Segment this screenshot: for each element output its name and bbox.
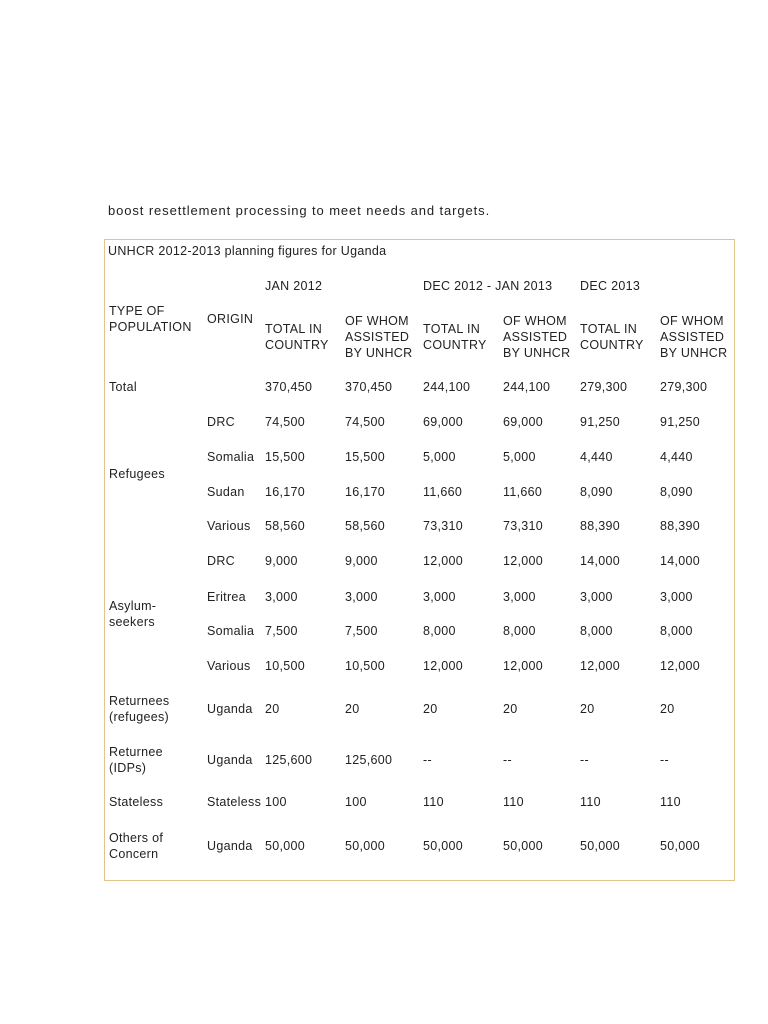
value-cell: 12,000 — [423, 554, 464, 568]
value-cell: 12,000 — [503, 659, 544, 673]
value-cell: 100 — [265, 795, 287, 809]
planning-figures-table — [104, 239, 735, 881]
value-cell: -- — [580, 753, 589, 767]
origin-cell: Stateless — [207, 795, 262, 809]
type-of-population-header: TYPE OF — [109, 304, 165, 318]
value-cell: 110 — [503, 795, 524, 809]
value-cell: 110 — [423, 795, 444, 809]
value-cell: 244,100 — [423, 380, 471, 394]
value-cell: 7,500 — [265, 624, 298, 638]
population-type-label: Concern — [109, 847, 159, 861]
origin-cell: Uganda — [207, 753, 253, 767]
assisted-by-unhcr-header: ASSISTED — [660, 330, 725, 344]
value-cell: 8,000 — [503, 624, 536, 638]
value-cell: 5,000 — [423, 450, 456, 464]
value-cell: 91,250 — [580, 415, 621, 429]
origin-cell: Various — [207, 519, 251, 533]
population-type-label: (refugees) — [109, 710, 169, 724]
value-cell: 91,250 — [660, 415, 701, 429]
value-cell: 3,000 — [265, 590, 298, 604]
origin-cell: DRC — [207, 554, 235, 568]
value-cell: 8,090 — [660, 485, 693, 499]
value-cell: 8,000 — [423, 624, 456, 638]
value-cell: 50,000 — [423, 839, 464, 853]
value-cell: 15,500 — [265, 450, 306, 464]
assisted-by-unhcr-header: OF WHOM — [503, 314, 567, 328]
value-cell: 5,000 — [503, 450, 536, 464]
value-cell: 10,500 — [345, 659, 386, 673]
value-cell: 50,000 — [345, 839, 386, 853]
value-cell: 370,450 — [345, 380, 393, 394]
value-cell: 14,000 — [660, 554, 701, 568]
value-cell: 4,440 — [580, 450, 613, 464]
value-cell: 69,000 — [423, 415, 464, 429]
value-cell: 15,500 — [345, 450, 386, 464]
value-cell: 14,000 — [580, 554, 621, 568]
assisted-by-unhcr-header: ASSISTED — [345, 330, 410, 344]
value-cell: 3,000 — [580, 590, 613, 604]
value-cell: 20 — [660, 702, 675, 716]
value-cell: 69,000 — [503, 415, 544, 429]
assisted-by-unhcr-header: ASSISTED — [503, 330, 568, 344]
value-cell: 3,000 — [503, 590, 536, 604]
value-cell: 88,390 — [580, 519, 621, 533]
value-cell: 110 — [580, 795, 601, 809]
population-type-label: Returnee — [109, 745, 163, 759]
population-type-label: seekers — [109, 614, 155, 629]
total-in-country-header: COUNTRY — [580, 338, 644, 352]
period-header: DEC 2012 - JAN 2013 — [423, 279, 553, 293]
value-cell: -- — [660, 753, 669, 767]
value-cell: 8,090 — [580, 485, 613, 499]
value-cell: 73,310 — [503, 519, 544, 533]
value-cell: 370,450 — [265, 380, 313, 394]
value-cell: 11,660 — [423, 485, 463, 499]
origin-cell: DRC — [207, 415, 235, 429]
total-in-country-header: TOTAL IN — [580, 322, 638, 336]
value-cell: 100 — [345, 795, 367, 809]
value-cell: 50,000 — [265, 839, 306, 853]
origin-cell: Eritrea — [207, 590, 246, 604]
value-cell: 16,170 — [345, 485, 386, 499]
population-type-label: Total — [109, 380, 137, 394]
value-cell: 50,000 — [580, 839, 621, 853]
value-cell: 3,000 — [660, 590, 693, 604]
population-type-label: Refugees — [109, 467, 165, 481]
population-type-label: (IDPs) — [109, 761, 147, 775]
value-cell: 125,600 — [345, 753, 393, 767]
value-cell: 279,300 — [580, 380, 628, 394]
value-cell: 58,560 — [345, 519, 386, 533]
value-cell: 244,100 — [503, 380, 551, 394]
value-cell: 20 — [345, 702, 360, 716]
value-cell: 74,500 — [345, 415, 386, 429]
assisted-by-unhcr-header: BY UNHCR — [345, 346, 413, 360]
type-of-population-header: POPULATION — [109, 320, 192, 334]
value-cell: -- — [503, 753, 512, 767]
population-type-label: Asylum- — [109, 598, 157, 613]
value-cell: 3,000 — [423, 590, 456, 604]
value-cell: 12,000 — [423, 659, 464, 673]
value-cell: 3,000 — [345, 590, 378, 604]
value-cell: 73,310 — [423, 519, 464, 533]
assisted-by-unhcr-header: BY UNHCR — [660, 346, 728, 360]
origin-cell: Somalia — [207, 624, 255, 638]
value-cell: 12,000 — [503, 554, 544, 568]
value-cell: 50,000 — [660, 839, 701, 853]
value-cell: -- — [423, 753, 432, 767]
assisted-by-unhcr-header: BY UNHCR — [503, 346, 571, 360]
intro-text: boost resettlement processing to meet needs and targets. — [108, 203, 491, 218]
value-cell: 16,170 — [265, 485, 306, 499]
origin-cell: Sudan — [207, 485, 245, 499]
origin-cell: Uganda — [207, 702, 253, 716]
total-in-country-header: COUNTRY — [265, 338, 329, 352]
value-cell: 8,000 — [660, 624, 693, 638]
value-cell: 20 — [580, 702, 595, 716]
value-cell: 58,560 — [265, 519, 306, 533]
value-cell: 125,600 — [265, 753, 313, 767]
value-cell: 7,500 — [345, 624, 378, 638]
period-header: DEC 2013 — [580, 279, 641, 293]
value-cell: 110 — [660, 795, 681, 809]
value-cell: 74,500 — [265, 415, 306, 429]
origin-cell: Somalia — [207, 450, 255, 464]
value-cell: 9,000 — [265, 554, 298, 568]
value-cell: 12,000 — [660, 659, 701, 673]
origin-cell: Uganda — [207, 839, 253, 853]
value-cell: 8,000 — [580, 624, 613, 638]
assisted-by-unhcr-header: OF WHOM — [660, 314, 724, 328]
origin-cell: Various — [207, 659, 251, 673]
assisted-by-unhcr-header: OF WHOM — [345, 314, 409, 328]
total-in-country-header: COUNTRY — [423, 338, 487, 352]
population-type-label: Others of — [109, 831, 164, 845]
period-header: JAN 2012 — [265, 279, 323, 293]
value-cell: 279,300 — [660, 380, 708, 394]
value-cell: 10,500 — [265, 659, 306, 673]
value-cell: 11,660 — [503, 485, 543, 499]
value-cell: 20 — [423, 702, 438, 716]
value-cell: 88,390 — [660, 519, 701, 533]
population-type-label: Stateless — [109, 795, 164, 809]
population-type-label: Returnees — [109, 694, 170, 708]
value-cell: 50,000 — [503, 839, 544, 853]
value-cell: 12,000 — [580, 659, 621, 673]
value-cell: 20 — [503, 702, 518, 716]
value-cell: 4,440 — [660, 450, 693, 464]
total-in-country-header: TOTAL IN — [265, 322, 323, 336]
total-in-country-header: TOTAL IN — [423, 322, 481, 336]
table-caption: UNHCR 2012-2013 planning figures for Uganda — [108, 244, 387, 258]
value-cell: 9,000 — [345, 554, 378, 568]
origin-header: ORIGIN — [207, 312, 254, 326]
value-cell: 20 — [265, 702, 280, 716]
